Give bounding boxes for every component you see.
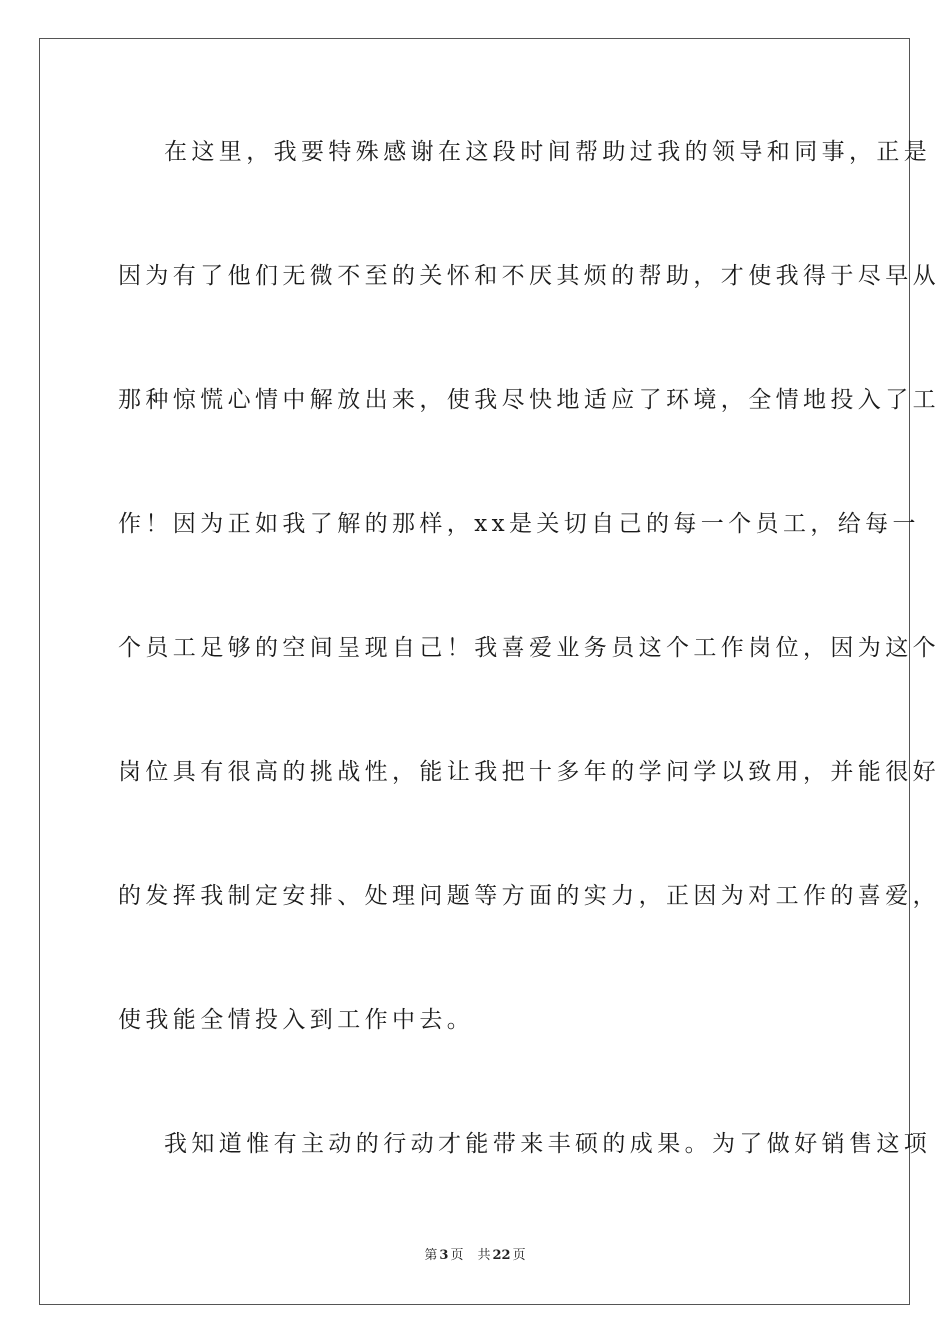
page-border [39,38,940,1305]
page-number: 3 [439,1248,449,1263]
page-footer [0,1247,950,1265]
paragraph-line: 在这里，我要特殊感谢在这段时间帮助过我的领导和同事，正是 [164,139,932,165]
paragraph-line: 因为有了他们无微不至的关怀和不厌其烦的帮助，才使我得于尽早从 [118,263,940,289]
paragraph-line: 岗位具有很高的挑战性，能让我把十多年的学问学以致用，并能很好 [118,759,940,785]
paragraph-line: 个员工足够的空间呈现自己！我喜爱业务员这个工作岗位，因为这个 [118,635,940,661]
paragraph-line: 我知道惟有主动的行动才能带来丰硕的成果。为了做好销售这项 [164,1131,932,1157]
paragraph-line: 那种惊慌心情中解放出来，使我尽快地适应了环境，全情地投入了工 [118,387,940,413]
page-label-prefix: 第 [424,1248,438,1263]
total-label-prefix: 共 [477,1248,491,1263]
page-label-suffix: 页 [450,1248,464,1263]
paragraph-line: 使我能全情投入到工作中去。 [118,1007,475,1033]
total-pages: 22 [492,1248,511,1263]
paragraph-line: 作！因为正如我了解的那样，xx是关切自己的每一个员工，给每一 [118,511,920,537]
paragraph-line: 的发挥我制定安排、处理问题等方面的实力，正因为对工作的喜爱， [118,883,940,909]
total-label-suffix: 页 [512,1248,526,1263]
